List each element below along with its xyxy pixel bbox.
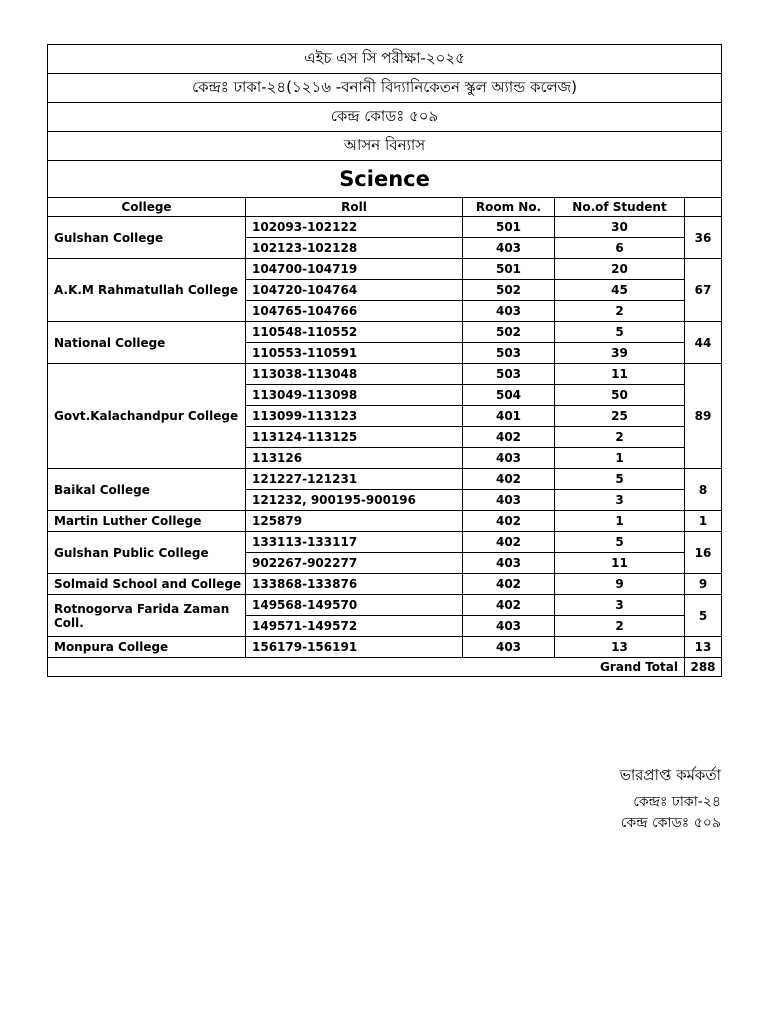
students-cell: 2 [555, 616, 685, 637]
table-row [48, 595, 722, 616]
students-cell: 13 [555, 637, 685, 658]
students-column-header: No.of Student [555, 198, 685, 217]
roll-cell: 113049-113098 [246, 385, 463, 406]
college-total: 44 [685, 322, 722, 364]
college-name: Gulshan Public College [48, 532, 246, 574]
college-total: 89 [685, 364, 722, 469]
room-cell: 503 [463, 343, 555, 364]
college-total: 1 [685, 511, 722, 532]
table-row [48, 364, 722, 385]
table-row [48, 511, 722, 532]
college-name: National College [48, 322, 246, 364]
room-cell: 502 [463, 280, 555, 301]
roll-cell: 121232, 900195-900196 [246, 490, 463, 511]
students-cell: 3 [555, 595, 685, 616]
officer-title: ভারপ্রাপ্ত কর্মকর্তা [619, 766, 721, 784]
room-cell: 401 [463, 406, 555, 427]
roll-cell: 113124-113125 [246, 427, 463, 448]
students-cell: 45 [555, 280, 685, 301]
exam-title: এইচ এস সি পরীক্ষা-২০২৫ [48, 45, 722, 74]
students-cell: 11 [555, 364, 685, 385]
students-cell: 5 [555, 532, 685, 553]
students-cell: 6 [555, 238, 685, 259]
room-cell: 403 [463, 490, 555, 511]
college-name: Monpura College [48, 637, 246, 658]
students-cell: 1 [555, 448, 685, 469]
roll-cell: 104720-104764 [246, 280, 463, 301]
students-cell: 20 [555, 259, 685, 280]
grand-total-value: 288 [685, 658, 722, 677]
roll-cell: 104700-104719 [246, 259, 463, 280]
room-cell: 403 [463, 616, 555, 637]
students-cell: 39 [555, 343, 685, 364]
students-cell: 3 [555, 490, 685, 511]
table-row [48, 469, 722, 490]
students-cell: 11 [555, 553, 685, 574]
room-cell: 501 [463, 259, 555, 280]
roll-cell: 102123-102128 [246, 238, 463, 259]
roll-cell: 121227-121231 [246, 469, 463, 490]
college-name: Martin Luther College [48, 511, 246, 532]
roll-cell: 156179-156191 [246, 637, 463, 658]
roll-cell: 125879 [246, 511, 463, 532]
college-column-header: College [48, 198, 246, 217]
students-cell: 2 [555, 301, 685, 322]
college-name: Solmaid School and College [48, 574, 246, 595]
seat-arrangement-title: আসন বিন্যাস [48, 132, 722, 161]
table-row [48, 217, 722, 238]
room-cell: 502 [463, 322, 555, 343]
college-name: Gulshan College [48, 217, 246, 259]
room-cell: 403 [463, 301, 555, 322]
signature-center: কেন্দ্রঃ ঢাকা-২৪ [633, 794, 721, 810]
college-total: 16 [685, 532, 722, 574]
roll-cell: 113099-113123 [246, 406, 463, 427]
students-cell: 9 [555, 574, 685, 595]
grand-total-row [48, 658, 722, 677]
college-total: 5 [685, 595, 722, 637]
roll-cell: 113126 [246, 448, 463, 469]
roll-cell: 902267-902277 [246, 553, 463, 574]
roll-cell: 133113-133117 [246, 532, 463, 553]
college-total: 67 [685, 259, 722, 322]
center-code: কেন্দ্র কোডঃ ৫০৯ [48, 103, 722, 132]
students-cell: 1 [555, 511, 685, 532]
room-cell: 402 [463, 595, 555, 616]
college-name: Govt.Kalachandpur College [48, 364, 246, 469]
total-column-header [685, 198, 722, 217]
roll-cell: 149571-149572 [246, 616, 463, 637]
college-name: A.K.M Rahmatullah College [48, 259, 246, 322]
room-cell: 402 [463, 574, 555, 595]
grand-total-label: Grand Total [48, 658, 685, 677]
room-cell: 403 [463, 448, 555, 469]
room-cell: 402 [463, 427, 555, 448]
roll-cell: 133868-133876 [246, 574, 463, 595]
room-cell: 403 [463, 553, 555, 574]
room-cell: 402 [463, 469, 555, 490]
room-cell: 403 [463, 238, 555, 259]
roll-column-header: Roll [246, 198, 463, 217]
table-row [48, 259, 722, 280]
table-row [48, 574, 722, 595]
college-name: Baikal College [48, 469, 246, 511]
group-title: Science [48, 161, 722, 198]
table-row [48, 532, 722, 553]
room-cell: 503 [463, 364, 555, 385]
roll-cell: 102093-102122 [246, 217, 463, 238]
roll-cell: 110553-110591 [246, 343, 463, 364]
roll-cell: 113038-113048 [246, 364, 463, 385]
students-cell: 25 [555, 406, 685, 427]
room-cell: 403 [463, 637, 555, 658]
students-cell: 30 [555, 217, 685, 238]
roll-cell: 149568-149570 [246, 595, 463, 616]
center-name: কেন্দ্রঃ ঢাকা-২৪(১২১৬ -বনানী বিদ্যানিকেতন স্কুল অ্যান্ড কলেজ) [48, 74, 722, 103]
room-cell: 402 [463, 532, 555, 553]
table-row [48, 322, 722, 343]
seat-plan-table [47, 44, 722, 677]
students-cell: 5 [555, 322, 685, 343]
college-total: 9 [685, 574, 722, 595]
table-row [48, 637, 722, 658]
roll-cell: 104765-104766 [246, 301, 463, 322]
room-cell: 402 [463, 511, 555, 532]
room-column-header: Room No. [463, 198, 555, 217]
college-total: 36 [685, 217, 722, 259]
students-cell: 2 [555, 427, 685, 448]
students-cell: 50 [555, 385, 685, 406]
college-total: 13 [685, 637, 722, 658]
college-total: 8 [685, 469, 722, 511]
roll-cell: 110548-110552 [246, 322, 463, 343]
students-cell: 5 [555, 469, 685, 490]
signature-code: কেন্দ্র কোডঃ ৫০৯ [620, 815, 721, 831]
college-name: Rotnogorva Farida Zaman Coll. [48, 595, 246, 637]
room-cell: 504 [463, 385, 555, 406]
room-cell: 501 [463, 217, 555, 238]
